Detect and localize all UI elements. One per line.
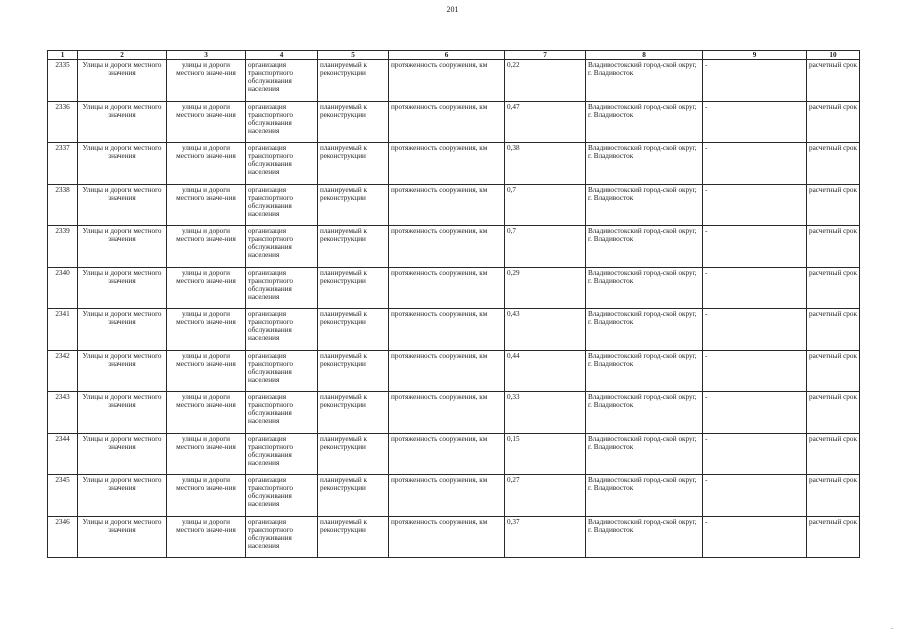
object-purpose-cell: организация транспортного обслуживания населения [246,392,318,434]
object-location-cell: Владивостокский город-ской округ, г. Владивосток [586,516,703,558]
table-row [48,267,860,309]
zone-type-cell: - [703,475,807,517]
object-name-cell: Улицы и дороги местного значения [78,392,167,434]
table-row [48,516,860,558]
object-type-cell: улицы и дороги местного значе-ния [167,184,246,226]
characteristic-value-cell: 0,43 [505,309,586,351]
object-location-cell: Владивостокский город-ской округ, г. Владивосток [586,143,703,185]
zone-type-cell: - [703,226,807,268]
object-type-cell: улицы и дороги местного значе-ния [167,392,246,434]
zone-type-cell: - [703,433,807,475]
row-number-cell: 2342 [48,350,78,392]
implementation-term-cell: расчетный срок [807,392,860,434]
implementation-term-cell: расчетный срок [807,184,860,226]
object-status-cell: планируемый к реконструкции [318,143,389,185]
object-location-cell: Владивостокский город-ской округ, г. Владивосток [586,101,703,143]
header-row [48,51,860,60]
table-row [48,433,860,475]
implementation-term-cell: расчетный срок [807,475,860,517]
characteristic-name-cell: протяженность сооружения, км [389,475,505,517]
row-number-cell: 2341 [48,309,78,351]
implementation-term-cell: расчетный срок [807,267,860,309]
characteristic-value-cell: 0,38 [505,143,586,185]
row-number-cell: 2335 [48,60,78,102]
object-name-cell: Улицы и дороги местного значения [78,143,167,185]
object-type-cell: улицы и дороги местного значе-ния [167,60,246,102]
characteristic-name-cell: протяженность сооружения, км [389,309,505,351]
characteristic-name-cell: протяженность сооружения, км [389,101,505,143]
column-header-10: 10 [807,51,860,60]
zone-type-cell: - [703,350,807,392]
object-location-cell: Владивостокский город-ской округ, г. Владивосток [586,60,703,102]
column-header-4: 4 [246,51,318,60]
implementation-term-cell: расчетный срок [807,309,860,351]
table-row [48,60,860,102]
object-location-cell: Владивостокский город-ской округ, г. Владивосток [586,392,703,434]
object-purpose-cell: организация транспортного обслуживания населения [246,143,318,185]
object-purpose-cell: организация транспортного обслуживания населения [246,267,318,309]
table-row [48,475,860,517]
object-location-cell: Владивостокский город-ской округ, г. Владивосток [586,475,703,517]
column-header-6: 6 [389,51,505,60]
object-name-cell: Улицы и дороги местного значения [78,184,167,226]
object-type-cell: улицы и дороги местного значе-ния [167,433,246,475]
implementation-term-cell: расчетный срок [807,516,860,558]
object-type-cell: улицы и дороги местного значе-ния [167,226,246,268]
characteristic-value-cell: 0,44 [505,350,586,392]
object-location-cell: Владивостокский город-ской округ, г. Владивосток [586,267,703,309]
object-purpose-cell: организация транспортного обслуживания населения [246,226,318,268]
column-header-7: 7 [505,51,586,60]
column-header-9: 9 [703,51,807,60]
corner-mark: - [891,626,893,632]
implementation-term-cell: расчетный срок [807,60,860,102]
zone-type-cell: - [703,516,807,558]
object-name-cell: Улицы и дороги местного значения [78,350,167,392]
object-name-cell: Улицы и дороги местного значения [78,516,167,558]
object-status-cell: планируемый к реконструкции [318,392,389,434]
zone-type-cell: - [703,392,807,434]
zone-type-cell: - [703,267,807,309]
column-header-3: 3 [167,51,246,60]
row-number-cell: 2339 [48,226,78,268]
zone-type-cell: - [703,184,807,226]
characteristic-value-cell: 0,29 [505,267,586,309]
object-name-cell: Улицы и дороги местного значения [78,226,167,268]
object-name-cell: Улицы и дороги местного значения [78,101,167,143]
row-number-cell: 2340 [48,267,78,309]
object-type-cell: улицы и дороги местного значе-ния [167,309,246,351]
object-purpose-cell: организация транспортного обслуживания населения [246,60,318,102]
object-name-cell: Улицы и дороги местного значения [78,267,167,309]
characteristic-name-cell: протяженность сооружения, км [389,516,505,558]
zone-type-cell: - [703,101,807,143]
row-number-cell: 2338 [48,184,78,226]
table-row [48,350,860,392]
object-status-cell: планируемый к реконструкции [318,433,389,475]
column-header-2: 2 [78,51,167,60]
object-status-cell: планируемый к реконструкции [318,350,389,392]
object-location-cell: Владивостокский город-ской округ, г. Владивосток [586,309,703,351]
characteristic-name-cell: протяженность сооружения, км [389,350,505,392]
table-row [48,143,860,185]
object-type-cell: улицы и дороги местного значе-ния [167,101,246,143]
column-header-8: 8 [586,51,703,60]
table-row [48,184,860,226]
characteristic-name-cell: протяженность сооружения, км [389,267,505,309]
planned-objects-table [47,50,860,558]
object-type-cell: улицы и дороги местного значе-ния [167,516,246,558]
characteristic-name-cell: протяженность сооружения, км [389,392,505,434]
characteristic-value-cell: 0,7 [505,184,586,226]
table-row [48,309,860,351]
object-type-cell: улицы и дороги местного значе-ния [167,350,246,392]
characteristic-value-cell: 0,27 [505,475,586,517]
characteristic-name-cell: протяженность сооружения, км [389,226,505,268]
object-name-cell: Улицы и дороги местного значения [78,60,167,102]
characteristic-name-cell: протяженность сооружения, км [389,433,505,475]
object-purpose-cell: организация транспортного обслуживания населения [246,101,318,143]
object-type-cell: улицы и дороги местного значе-ния [167,143,246,185]
zone-type-cell: - [703,309,807,351]
object-status-cell: планируемый к реконструкции [318,101,389,143]
object-status-cell: планируемый к реконструкции [318,226,389,268]
characteristic-name-cell: протяженность сооружения, км [389,143,505,185]
object-type-cell: улицы и дороги местного значе-ния [167,475,246,517]
table-body [48,60,860,558]
zone-type-cell: - [703,60,807,102]
object-type-cell: улицы и дороги местного значе-ния [167,267,246,309]
object-status-cell: планируемый к реконструкции [318,60,389,102]
object-purpose-cell: организация транспортного обслуживания населения [246,350,318,392]
table-row [48,101,860,143]
row-number-cell: 2343 [48,392,78,434]
object-purpose-cell: организация транспортного обслуживания населения [246,184,318,226]
implementation-term-cell: расчетный срок [807,350,860,392]
object-status-cell: планируемый к реконструкции [318,475,389,517]
object-name-cell: Улицы и дороги местного значения [78,433,167,475]
characteristic-value-cell: 0,15 [505,433,586,475]
table-row [48,226,860,268]
characteristic-name-cell: протяженность сооружения, км [389,184,505,226]
object-location-cell: Владивостокский город-ской округ, г. Владивосток [586,184,703,226]
object-location-cell: Владивостокский город-ской округ, г. Владивосток [586,350,703,392]
characteristic-value-cell: 0,37 [505,516,586,558]
page-number: 201 [446,5,459,14]
object-purpose-cell: организация транспортного обслуживания населения [246,433,318,475]
object-name-cell: Улицы и дороги местного значения [78,475,167,517]
row-number-cell: 2346 [48,516,78,558]
row-number-cell: 2345 [48,475,78,517]
column-header-1: 1 [48,51,78,60]
zone-type-cell: - [703,143,807,185]
characteristic-value-cell: 0,7 [505,226,586,268]
implementation-term-cell: расчетный срок [807,101,860,143]
object-location-cell: Владивостокский город-ской округ, г. Владивосток [586,433,703,475]
characteristic-value-cell: 0,33 [505,392,586,434]
object-purpose-cell: организация транспортного обслуживания населения [246,516,318,558]
row-number-cell: 2344 [48,433,78,475]
object-status-cell: планируемый к реконструкции [318,309,389,351]
object-status-cell: планируемый к реконструкции [318,516,389,558]
object-status-cell: планируемый к реконструкции [318,184,389,226]
characteristic-name-cell: протяженность сооружения, км [389,60,505,102]
characteristic-value-cell: 0,47 [505,101,586,143]
column-header-5: 5 [318,51,389,60]
row-number-cell: 2337 [48,143,78,185]
implementation-term-cell: расчетный срок [807,433,860,475]
object-name-cell: Улицы и дороги местного значения [78,309,167,351]
object-status-cell: планируемый к реконструкции [318,267,389,309]
object-purpose-cell: организация транспортного обслуживания населения [246,309,318,351]
implementation-term-cell: расчетный срок [807,143,860,185]
object-purpose-cell: организация транспортного обслуживания населения [246,475,318,517]
object-location-cell: Владивостокский город-ской округ, г. Владивосток [586,226,703,268]
row-number-cell: 2336 [48,101,78,143]
table-row [48,392,860,434]
characteristic-value-cell: 0,22 [505,60,586,102]
implementation-term-cell: расчетный срок [807,226,860,268]
